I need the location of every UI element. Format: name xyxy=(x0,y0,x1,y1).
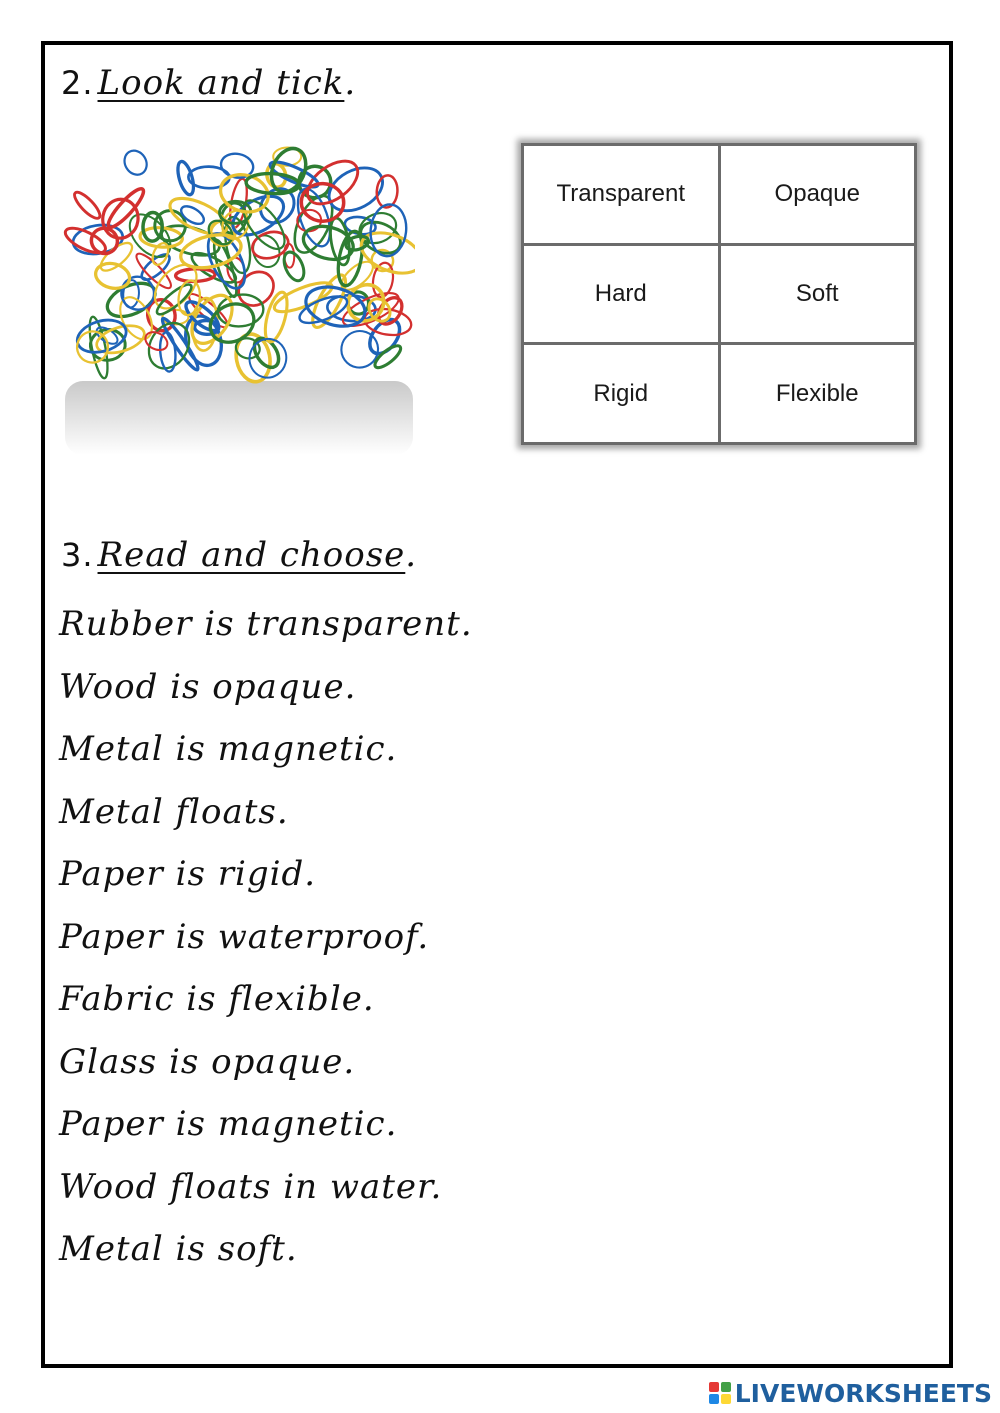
section-3-number: 3. xyxy=(61,536,94,574)
sentence-item[interactable]: Wood is opaque. xyxy=(59,666,357,707)
worksheet-page xyxy=(41,41,953,1368)
sentence-item[interactable]: Paper is waterproof. xyxy=(59,916,430,957)
sentence-item[interactable]: Glass is opaque. xyxy=(59,1041,356,1082)
section-3-title: Read and choose xyxy=(97,535,406,575)
cell-opaque[interactable]: Opaque xyxy=(719,145,916,245)
cell-hard[interactable]: Hard xyxy=(523,244,720,344)
liveworksheets-brand xyxy=(709,1376,992,1410)
sentence-item[interactable]: Paper is rigid. xyxy=(59,854,317,894)
sentence-list xyxy=(59,593,473,1281)
sentence-item[interactable]: Metal is soft. xyxy=(59,1229,298,1269)
cell-flexible[interactable]: Flexible xyxy=(719,344,916,444)
brand-name: LIVEWORKSHEETS xyxy=(734,1378,992,1408)
section-2-title: Look and tick xyxy=(97,63,345,103)
section-3-period: . xyxy=(405,535,418,575)
liveworksheets-logo-icon xyxy=(709,1382,731,1404)
section-2-heading xyxy=(61,63,356,103)
section-2-number: 2. xyxy=(61,64,94,102)
section-2-period: . xyxy=(344,63,357,103)
sentence-item[interactable]: Metal is magnetic. xyxy=(59,729,398,769)
sentence-item[interactable]: Wood floats in water. xyxy=(59,1166,443,1207)
cell-rigid[interactable]: Rigid xyxy=(523,344,720,444)
rubber-bands-image xyxy=(63,125,415,455)
cell-soft[interactable]: Soft xyxy=(719,244,916,344)
sentence-item[interactable]: Paper is magnetic. xyxy=(59,1104,398,1144)
sentence-item[interactable]: Metal floats. xyxy=(59,791,289,832)
property-table xyxy=(521,143,917,445)
section-3-heading xyxy=(61,535,417,575)
cell-transparent[interactable]: Transparent xyxy=(523,145,720,245)
sentence-item[interactable]: Rubber is transparent. xyxy=(59,604,473,644)
sentence-item[interactable]: Fabric is flexible. xyxy=(59,979,375,1019)
